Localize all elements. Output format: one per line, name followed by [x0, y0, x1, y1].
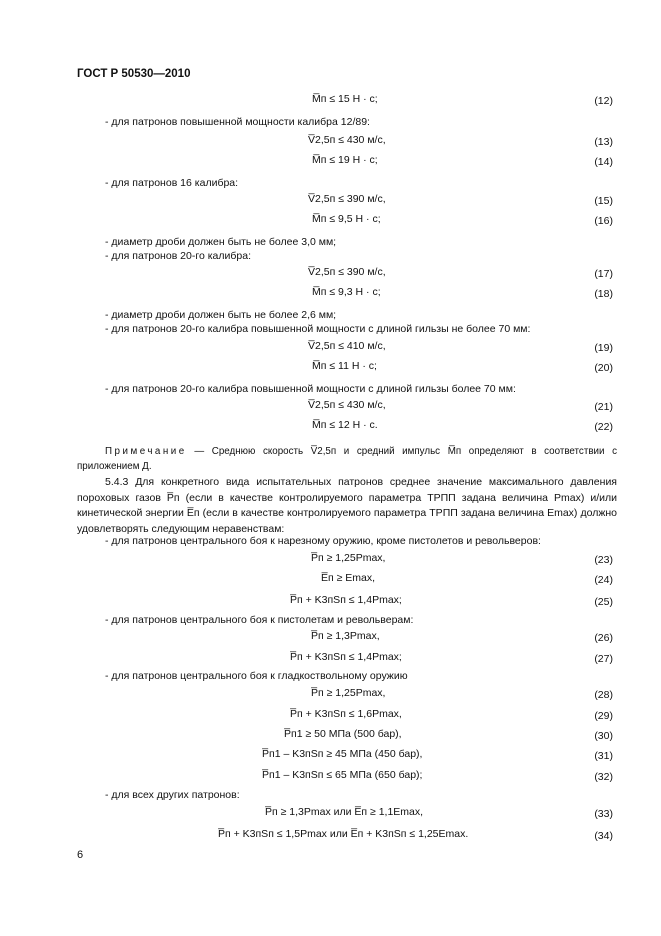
equation-number-33: (33) — [594, 808, 613, 820]
equation-number-16: (16) — [594, 215, 613, 227]
equation-25: P̅п + K3пSп ≤ 1,4Pmax; — [290, 594, 402, 606]
paragraph-5-4-3: 5.4.3 Для конкретного вида испытательных патронов среднее значение максимального давления пороховых газов P̅п (если в качестве контролируемого параметра ТРПП задана величина Pmax) и/или кинетической энергии E̅п (если в качестве контролируемого параметра ТРПП задана величина Emax) должно удовлетворять следующим неравенствам: — [77, 476, 617, 535]
equation-number-15: (15) — [594, 195, 613, 207]
equation-24: E̅п ≥ Emax, — [321, 572, 376, 584]
list-item: - для патронов 16 калибра: — [105, 177, 239, 189]
equation-number-28: (28) — [594, 689, 613, 701]
list-item: - диаметр дроби должен быть не более 3,0 мм; — [105, 236, 337, 248]
equation-number-18: (18) — [594, 288, 613, 300]
equation-12: M̅п ≤ 15 Н · с; — [312, 93, 378, 105]
equation-number-30: (30) — [594, 730, 613, 742]
list-item: - для патронов 20-го калибра: — [105, 250, 251, 262]
equation-19: V̅2,5п ≤ 410 м/с, — [308, 340, 386, 352]
equation-number-17: (17) — [594, 268, 613, 280]
equation-number-26: (26) — [594, 632, 613, 644]
equation-21: V̅2,5п ≤ 430 м/с, — [308, 399, 386, 411]
equation-number-22: (22) — [594, 421, 613, 433]
list-item: - для патронов центрального боя к пистолетам и револьверам: — [105, 614, 414, 626]
equation-number-23: (23) — [594, 554, 613, 566]
equation-14: M̅п ≤ 19 Н · с; — [312, 154, 378, 166]
page-header-title: ГОСТ Р 50530—2010 — [77, 68, 191, 80]
equation-13: V̅2,5п ≤ 430 м/с, — [308, 134, 386, 146]
equation-29: P̅п + K3пSп ≤ 1,6Pmax, — [290, 708, 402, 720]
page-number: 6 — [77, 849, 84, 861]
equation-16: M̅п ≤ 9,5 Н · с; — [312, 213, 381, 225]
equation-number-29: (29) — [594, 710, 613, 722]
equation-20: M̅п ≤ 11 Н · с; — [312, 360, 377, 372]
equation-number-20: (20) — [594, 362, 613, 374]
equation-number-21: (21) — [594, 401, 613, 413]
note — [77, 444, 617, 474]
list-item: - для всех других патронов: — [105, 789, 240, 801]
list-item: - для патронов центрального боя к гладкоствольному оружию — [105, 670, 408, 682]
equation-number-19: (19) — [594, 342, 613, 354]
list-item: - для патронов повышенной мощности калибра 12/89: — [105, 116, 370, 128]
equation-23: P̅п ≥ 1,25Pmax, — [311, 552, 386, 564]
equation-number-25: (25) — [594, 596, 613, 608]
list-item: - диаметр дроби должен быть не более 2,6 мм; — [105, 309, 337, 321]
equation-28: P̅п ≥ 1,25Pmax, — [311, 687, 386, 699]
equation-15: V̅2,5п ≤ 390 м/с, — [308, 193, 386, 205]
equation-27: P̅п + K3пSп ≤ 1,4Pmax; — [290, 651, 402, 663]
equation-number-24: (24) — [594, 574, 613, 586]
list-item: - для патронов центрального боя к нарезному оружию, кроме пистолетов и револьверов: — [105, 535, 541, 547]
equation-32: P̅п1 – K3пSп ≤ 65 МПа (650 бар); — [262, 769, 423, 781]
list-item: - для патронов 20-го калибра повышенной мощности с длиной гильзы более 70 мм: — [105, 383, 516, 395]
note-label: Примечание — [105, 446, 187, 457]
equation-18: M̅п ≤ 9,3 Н · с; — [312, 286, 381, 298]
equation-33: P̅п ≥ 1,3Pmax или E̅п ≥ 1,1Emax, — [265, 806, 424, 818]
list-item: - для патронов 20-го калибра повышенной мощности с длиной гильзы не более 70 мм: — [105, 323, 531, 335]
equation-17: V̅2,5п ≤ 390 м/с, — [308, 266, 386, 278]
note-text: — Среднюю скорость V̅2,5п и средний импульс M̅п определяют в соответствии с приложением Д. — [77, 446, 617, 472]
equation-number-14: (14) — [594, 156, 613, 168]
equation-number-34: (34) — [594, 830, 613, 842]
equation-number-32: (32) — [594, 771, 613, 783]
equation-26: P̅п ≥ 1,3Pmax, — [311, 630, 380, 642]
equation-31: P̅п1 – K3пSп ≥ 45 МПа (450 бар), — [262, 748, 423, 760]
equation-34: P̅п + K3пSп ≤ 1,5Pmax или E̅п + K3пSп ≤ 1,25Emax. — [218, 828, 469, 840]
equation-number-27: (27) — [594, 653, 613, 665]
equation-22: M̅п ≤ 12 Н · с. — [312, 419, 378, 431]
equation-number-13: (13) — [594, 136, 613, 148]
equation-number-31: (31) — [594, 750, 613, 762]
equation-number-12: (12) — [594, 95, 613, 107]
equation-30: P̅п1 ≥ 50 МПа (500 бар), — [284, 728, 402, 740]
